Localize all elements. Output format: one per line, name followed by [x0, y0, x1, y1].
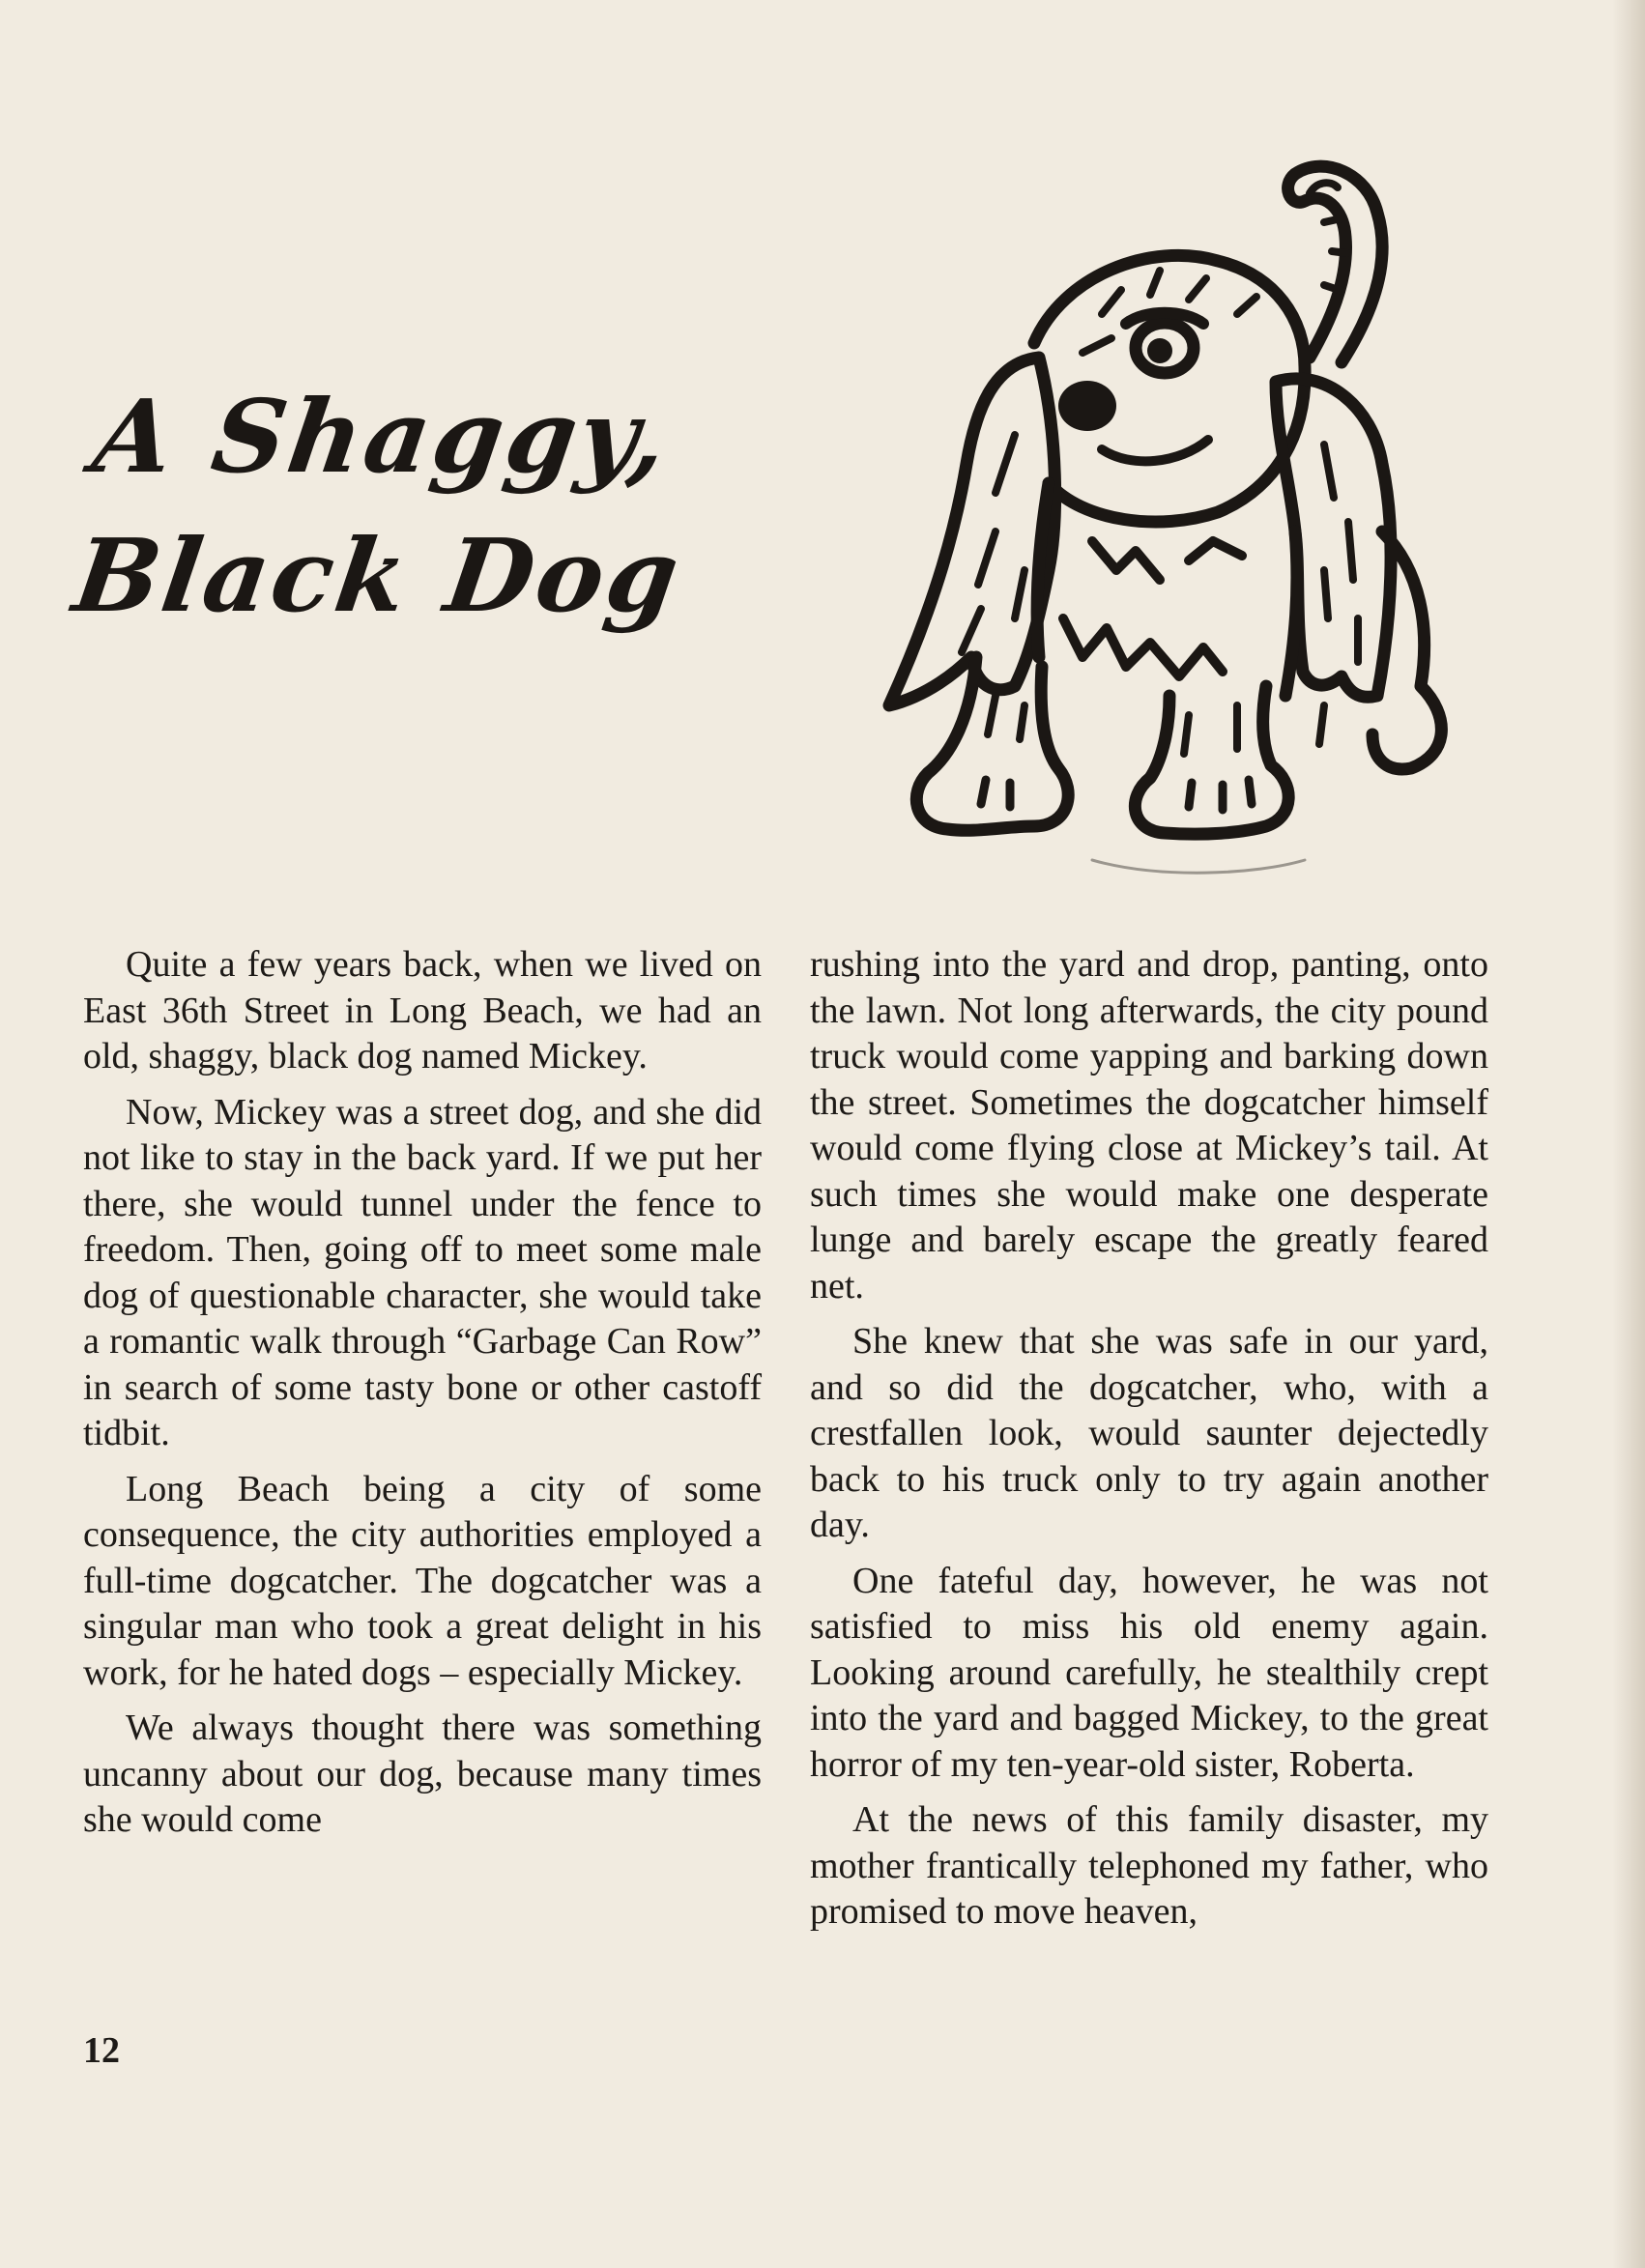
paragraph: Quite a few years back, when we lived on East 36th Street in Long Beach, we had an old, shaggy, black dog named Mickey.: [83, 944, 762, 1077]
title-line-1: A Shaggy,: [86, 377, 678, 496]
paragraph: rushing into the yard and drop, panting, onto the lawn. Not long afterwards, the city pound truck would come yapping and barking down the street. Sometimes the dogcatcher himself would come flying close at Mickey’s tail. At such times she would make one desperate lunge and barely escape the greatly feared net.: [810, 944, 1488, 1306]
left-text-column: [83, 942, 762, 1853]
title-line-2: Black Dog: [67, 515, 689, 635]
paragraph: Now, Mickey was a street dog, and she did not like to stay in the back yard. If we put her there, she would tunnel under the fence to freedom. Then, going off to meet some male dog of questionable character, she would take a romantic walk through “Garbage Can Row” in search of some tasty bone or other castoff tidbit.: [83, 1091, 762, 1453]
paragraph: We always thought there was something uncanny about our dog, because many times she would come: [83, 1708, 762, 1840]
dog-illustration-icon: [870, 116, 1488, 928]
paragraph: At the news of this family disaster, my mother frantically telephoned my father, who promised to move heaven,: [810, 1799, 1488, 1932]
page-edge-shadow: [1612, 0, 1645, 2268]
page-number: 12: [83, 2030, 120, 2071]
story-title: [66, 367, 709, 645]
paragraph: Long Beach being a city of some consequence, the city authorities employed a full-time dogcatcher. The dogcatcher was a singular man who took a great delight in his work, for he hated dogs – especially Mickey.: [83, 1468, 762, 1693]
right-text-column: [810, 942, 1488, 1945]
paragraph: She knew that she was safe in our yard, and so did the dogcatcher, who, with a crestfallen look, would saunter dejectedly back to his truck only to try again another day.: [810, 1321, 1488, 1545]
paragraph: One fateful day, however, he was not satisfied to miss his old enemy again. Looking around carefully, he stealthily crept into the yard and bagged Mickey, to the great horror of my ten-year-old sister, Roberta.: [810, 1560, 1488, 1785]
